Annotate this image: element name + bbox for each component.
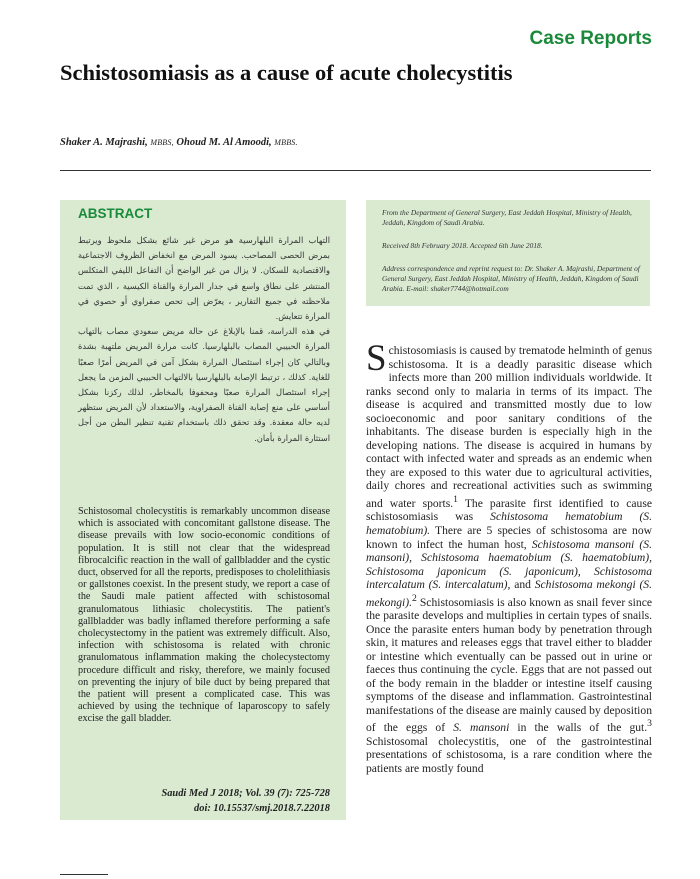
species-name: Schistosoma mansoni (S. mansoni), Schistosoma haematobium (S. haematobium), Schistosoma japonicum (S. japonicum), Schistosoma intercalatum (S. intercalatum),	[366, 537, 652, 592]
body-paragraph	[366, 338, 652, 776]
author-name: Ohoud M. Al Amoodi,	[176, 137, 272, 148]
english-abstract: Schistosomal cholecystitis is remarkably uncommon disease which is associated with concomitant gallstone disease. The disease prevails with low socio-economic conditions of population. It is still not clear that the widespread fibrocalcific reaction in the wall of gallbladder and the cystic duct, observed for all the reports, predisposes to cholelithiasis or gallstones coexist. In the present study, we report a case of the Saudi male patient affected with schistosomal granulomatous lithiasic cholecystitis. The patient's gallbladder was badly inflamed therefore performing a safe cholecystectomy in the patient was extremely difficult. Also, infection with schistosoma is related with chronic granulomatous inflammation making the cholecystectomy procedure difficult and risky, therefore, we mainly focused on preventing the injury of bile duct by being prepared that the patient will present a complicated case. This was achieved by using the technique of laparoscopy to safely excise the gall bladder.	[78, 506, 330, 725]
abstract-panel	[60, 200, 346, 820]
species-name: S. mansoni	[453, 721, 510, 735]
arabic-paragraph: في هذه الدراسة، قمنا بالإبلاغ عن حالة مريض سعودي مصاب بالتهاب المرارة الحبيبي المصاب بالبلهارسيا. كانت مرارة المريض ملتهبة بشدة وبالتالي كان إجراء استئصال المرارة بشكل آمن في المريض أمرًا صعبًا للغاية. كذلك ، ترتبط الإصابة بالبلهارسيا بالالتهاب الحبيبي المزمن ما يجعل إجراء استئصال المرارة صعبًا ومحفوفا بالمخاطر، لذلك ركزنا بشكل أساسي على منع إصابة القناة الصفراوية، والاستعداد لأن المريض ستظهر لديه حالة معقدة. وقد تحقق ذلك باستخدام تقنية تنظير البطن من أجل استثارة المرارة بأمان.	[78, 326, 330, 443]
body-text: There are 5 species of schistosoma are now known to infect the human host,	[366, 523, 652, 551]
article-title: Schistosomiasis as a cause of acute cholecystitis	[60, 60, 513, 85]
drop-cap: S	[366, 338, 387, 379]
footnote-divider	[60, 874, 108, 875]
header-divider	[60, 170, 651, 171]
author-degree: MBBS.	[274, 138, 298, 147]
section-label: Case Reports	[529, 28, 652, 49]
reference-marker[interactable]: 2	[412, 592, 417, 604]
arabic-abstract	[78, 233, 330, 446]
author-line	[60, 137, 298, 148]
author-degree: MBBS,	[150, 138, 174, 147]
body-text: The parasite first identified to cause schistosomiasis was	[366, 496, 652, 524]
body-text: chistosomiasis is caused by trematode helminth of genus schistosoma. It is a deadly parasitic disease which infects more than 200 million individuals worldwide. It ranks second only to malaria in terms of its impact. The disease is acquired and transmitted mostly due to low socioeconomic and poor sanitary conditions of the inhabitants. The disease burden is especially high in the developing nations. The disease is acquired in humans by contact with infected water and spreads as an endemic when they are exposed to this water due to agricultural activities, daily chores and recreational activities such as swimming and water sports.	[366, 344, 652, 510]
affiliation-panel	[366, 200, 650, 306]
citation-reference: Saudi Med J 2018; Vol. 39 (7): 725-728	[161, 788, 330, 799]
citation-doi[interactable]: doi: 10.15537/smj.2018.7.22018	[194, 803, 330, 814]
species-name: Schistosoma hematobium (S. hematobium).	[366, 510, 652, 537]
species-name: Schistosoma mekongi (S. mekongi).	[366, 578, 652, 609]
author-name: Shaker A. Majrashi,	[60, 137, 148, 148]
reference-marker[interactable]: 1	[453, 494, 458, 506]
journal-citation	[70, 786, 330, 816]
arabic-paragraph: التهاب المرارة البلهارسية هو مرض غير شائع بشكل ملحوظ ويرتبط بمرض الحصى المصاحب. يسود المرض مع انخفاض الظروف الاجتماعية والاقتصادية للسكان. لا يزال من غير الواضح أن التفاعل الليفي المتكلس المنتشر على نطاق واسع في جدار المرارة والقناة الكيسية ، الذي تمت ملاحظته في جميع التقارير ، يعرّض إلى تحص صفراوي أو حصوي في المرارة تتعايش.	[78, 235, 330, 322]
body-text: Schistosomiasis is also known as snail fever since the parasite develops and multiplies in certain types of snails. Once the parasite enters human body by penetration through skin, it matures and releases eggs that travel either to bladder or intestine which eventually can be passed out in urine or faeces thus continuing the cycle. Eggs that are not passed out of the body remain in the bladder or intestine itself causing symptoms of the disease and inflammation. Gastrointestinal manifestations of the disease are mainly caused by deposition of the eggs of	[366, 595, 652, 735]
correspondence-address: Address correspondence and reprint request to: Dr. Shaker A. Majrashi, Department of General Surgery, East Jeddah Hospital, Ministry of Health, Jeddah, Kingdom of Saudi Arabia. E-mail: shaker7744@hotmail.com	[382, 264, 640, 293]
body-text: in the walls of the gut.	[509, 721, 648, 735]
received-dates: Received 8th February 2018. Accepted 6th June 2018.	[382, 241, 543, 250]
department-affiliation: From the Department of General Surgery, East Jeddah Hospital, Ministry of Health, Jeddah, Kingdom of Saudi Arabia.	[382, 208, 632, 227]
abstract-heading: ABSTRACT	[78, 206, 153, 221]
reference-marker[interactable]: 3	[647, 718, 652, 730]
body-text: Schistosomal cholecystitis, one of the gastrointestinal presentations of schistosoma, is a rare condition where the patients are mostly found	[366, 734, 652, 775]
body-text: and	[510, 578, 535, 592]
